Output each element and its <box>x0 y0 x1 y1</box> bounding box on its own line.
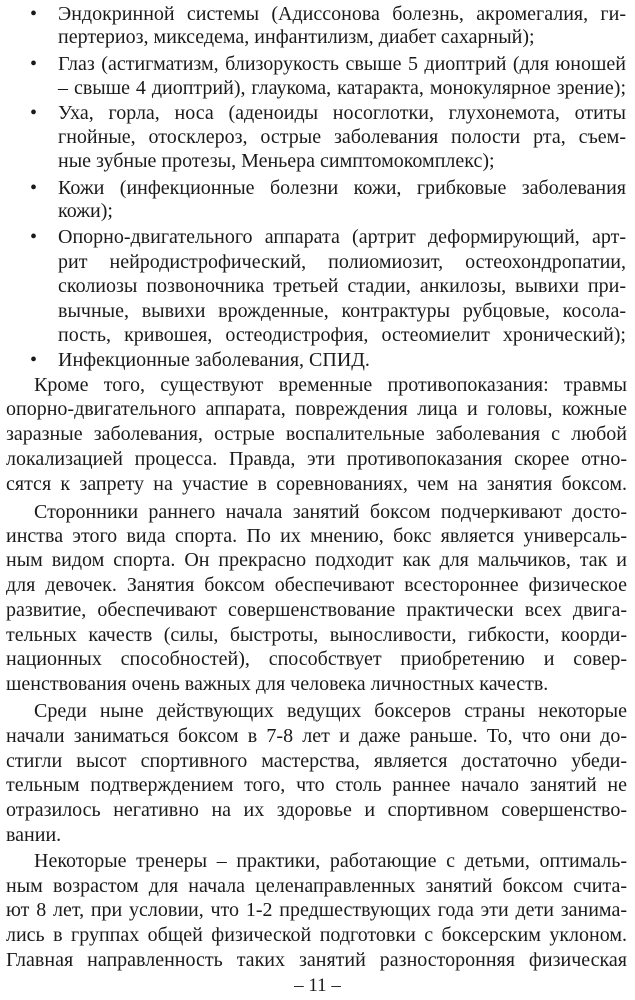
paragraph-line: шенствования очень важных для человека личностных качеств. <box>6 673 549 695</box>
bullet-line: Кожи (инфекционные болезни кожи, грибковые заболевания <box>58 177 626 199</box>
bullet-line: рит нейродистрофический, полиомиозит, остеохондропатии, <box>58 251 626 273</box>
bullet-marker: • <box>30 177 38 199</box>
paragraph-line: национных способностей), способствует приобретению и совер- <box>6 648 627 670</box>
bullet-line: гнойные, отосклероз, острые заболевания полости рта, съем- <box>58 126 626 148</box>
paragraph-line: стигли высот спортивного мастерства, является достаточно убеди- <box>6 750 627 772</box>
paragraph-line: Кроме того, существуют временные противопоказания: травмы <box>34 374 627 396</box>
bullet-line: Инфекционные заболевания, СПИД. <box>58 349 370 371</box>
paragraph-line: Среди ныне действующих ведущих боксеров страны некоторые <box>34 700 627 722</box>
paragraph-line: вании. <box>6 824 62 846</box>
bullet-line: Эндокринной системы (Адиссонова болезнь, акромегалия, ги- <box>58 3 626 25</box>
paragraph-line: локализацией процесса. Правда, эти противопоказания скорее отно- <box>6 448 627 470</box>
paragraph-line: отразилось негативно на их здоровье и спортивном совершенство- <box>6 799 627 821</box>
bullet-marker: • <box>30 3 38 25</box>
paragraph-line: тельным подтверждением того, что столь раннее начало занятий не <box>6 774 627 796</box>
paragraph-line: сятся к запрету на участие в соревнованиях, чем на занятия боксом. <box>6 473 627 495</box>
bullet-line: сколиозы позвоночника третьей стадии, анкилозы, вывихи при- <box>58 275 626 297</box>
paragraph-line: ют 8 лет, при условии, что 1-2 предшествующих года эти дети занима- <box>6 899 627 921</box>
bullet-line: – свыше 4 диоптрий), глаукома, катаракта, монокулярное зрение); <box>58 77 626 99</box>
paragraph-line: Сторонники раннего начала занятий боксом подчеркивают досто- <box>34 501 627 523</box>
bullet-marker: • <box>30 102 38 124</box>
bullet-line: вычные, вывихи врожденные, контрактуры рубцовые, косола- <box>58 300 626 322</box>
paragraph-line: лись в группах общей физической подготовки с боксерским уклоном. <box>6 924 627 946</box>
paragraph-line: развитие, обеспечивают совершенствование практически всех двига- <box>6 599 627 621</box>
paragraph-line: ным видом спорта. Он прекрасно подходит как для мальчиков, так и <box>6 549 627 571</box>
paragraph-line: для девочек. Занятия боксом обеспечивают всестороннее физическое <box>6 574 627 596</box>
bullet-line: пость, кривошея, остеодистрофия, остеомиелит хронический); <box>58 324 626 346</box>
bullet-line: Опорно-двигательного аппарата (артрит деформирующий, арт- <box>58 226 626 248</box>
bullet-line: Уха, горла, носа (аденоиды носоглотки, глухонемота, отиты <box>58 102 626 124</box>
paragraph-line: ным возрастом для начала целенаправленных занятий боксом счита- <box>6 875 627 897</box>
bullet-line: кожи); <box>58 200 113 222</box>
paragraph-line: Главная направленность таких занятий разносторонняя физическая <box>6 949 627 971</box>
paragraph-line: заразные заболевания, острые воспалительные заболевания с любой <box>6 423 627 445</box>
paragraph-line: инства этого вида спорта. По их мнению, бокс является универсаль- <box>6 525 627 547</box>
paragraph-line: начали заниматься боксом в 7-8 лет и даже раньше. То, что они до- <box>6 725 627 747</box>
bullet-line: ные зубные протезы, Меньера симптомокомплекс); <box>58 150 495 172</box>
page-number: – 11 – <box>294 975 341 996</box>
bullet-line: пертериоз, микседема, инфантилизм, диабет сахарный); <box>58 26 535 48</box>
bullet-marker: • <box>30 349 38 371</box>
paragraph-line: опорно-двигательного аппарата, повреждения лица и головы, кожные <box>6 398 627 420</box>
paragraph-line: тельных качеств (силы, быстроты, выносливости, гибкости, коорди- <box>6 624 627 646</box>
bullet-marker: • <box>30 226 38 248</box>
paragraph-line: Некоторые тренеры – практики, работающие с детьми, оптималь- <box>34 850 627 872</box>
bullet-marker: • <box>30 53 38 75</box>
bullet-line: Глаз (астигматизм, близорукость свыше 5 диоптрий (для юношей <box>58 53 626 75</box>
